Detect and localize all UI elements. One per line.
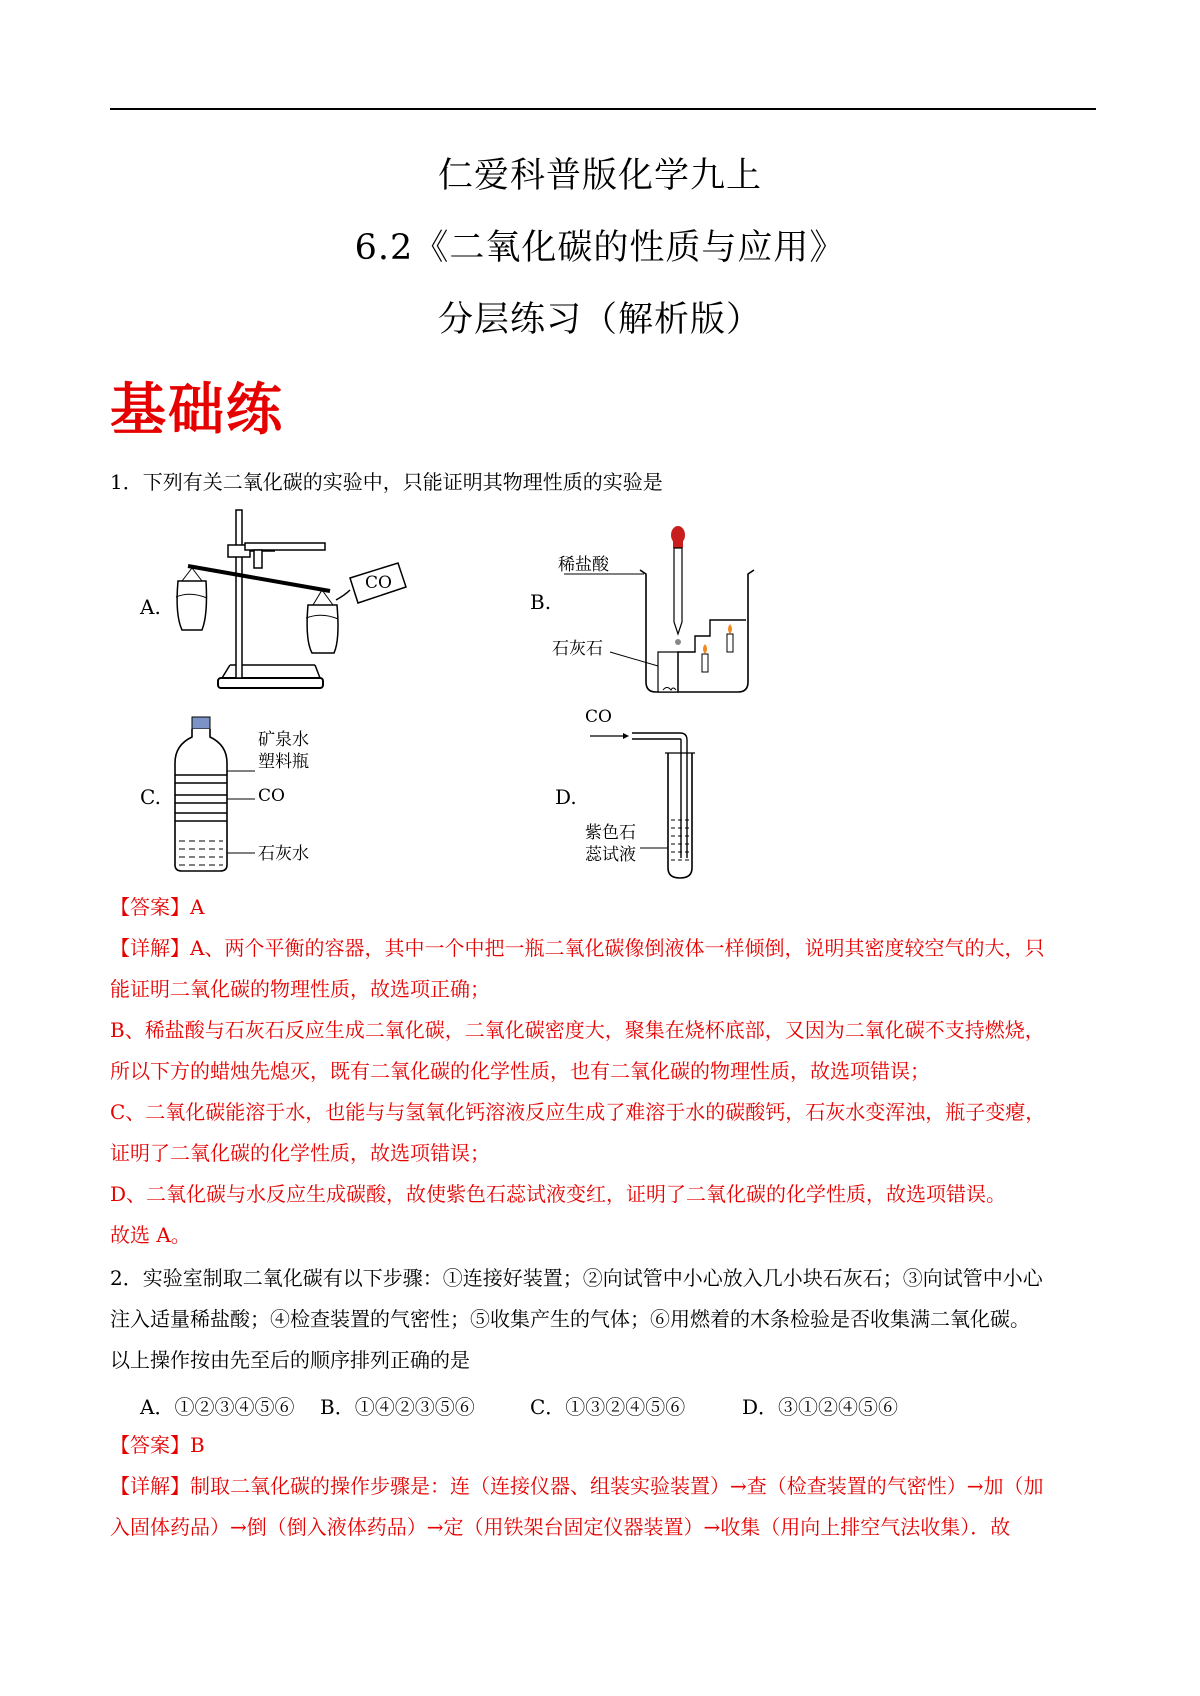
q1-explain-line: D、二氧化碳与水反应生成碳酸，故使紫色石蕊试液变红，证明了二氧化碳的化学性质，故选项错误。 bbox=[110, 1182, 1007, 1206]
q1-explain-line: 证明了二氧化碳的化学性质，故选项错误； bbox=[110, 1141, 490, 1165]
q1-explain-line: 【详解】A、两个平衡的容器，其中一个中把一瓶二氧化碳像倒液体一样倾倒，说明其密度较空气的大，只 bbox=[110, 936, 1045, 960]
figure-c-water-label: 石灰水 bbox=[258, 844, 309, 864]
q1-explain-line: 所以下方的蜡烛先熄灭，既有二氧化碳的化学性质，也有二氧化碳的物理性质，故选项错误； bbox=[110, 1059, 930, 1083]
q2-stem-line: 以上操作按由先至后的顺序排列正确的是 bbox=[110, 1348, 470, 1372]
figure-d-liquid-label-2: 蕊试液 bbox=[585, 845, 636, 865]
q1-option-d-label: D. bbox=[555, 785, 577, 809]
figure-b-stone-label: 石灰石 bbox=[552, 639, 603, 659]
figure-b-acid-label: 稀盐酸 bbox=[558, 555, 609, 575]
q1-explain-line: 能证明二氧化碳的物理性质，故选项正确； bbox=[110, 977, 490, 1001]
q2-choice-d: D．③①②④⑤⑥ bbox=[742, 1395, 899, 1419]
q2-explain-line: 【详解】制取二氧化碳的操作步骤是：连（连接仪器、组装实验装置）→查（检查装置的气密性）→加（加 bbox=[110, 1474, 1044, 1498]
q1-option-c-label: C. bbox=[140, 785, 161, 809]
figure-d-liquid-label-1: 紫色石 bbox=[585, 823, 636, 843]
figure-d-test-tube bbox=[585, 708, 720, 878]
q2-choice-b: B．①④②③⑤⑥ bbox=[320, 1395, 475, 1419]
q1-explain-line: C、二氧化碳能溶于水，也能与与氢氧化钙溶液反应生成了难溶于水的碳酸钙，石灰水变浑浊，瓶子变瘪， bbox=[110, 1100, 1046, 1124]
q1-option-a-label: A. bbox=[140, 595, 161, 619]
q1-answer: 【答案】A bbox=[110, 895, 205, 919]
q2-stem-line: 2．实验室制取二氧化碳有以下步骤：①连接好装置；②向试管中小心放入几小块石灰石；③向试管中小心 bbox=[110, 1266, 1043, 1290]
page-title-line2: 6.2《二氧化碳的性质与应用》 bbox=[354, 228, 846, 268]
q2-choice-c: C．①③②④⑤⑥ bbox=[530, 1395, 686, 1419]
figure-b-beaker bbox=[552, 522, 775, 702]
figure-c-bottle-label-1: 矿泉水 bbox=[258, 730, 309, 750]
q2-stem-line: 注入适量稀盐酸；④检查装置的气密性；⑤收集产生的气体；⑥用燃着的木条检验是否收集满二氧化碳。 bbox=[110, 1307, 1030, 1331]
header-rule bbox=[110, 108, 1096, 110]
q1-stem: 1．下列有关二氧化碳的实验中，只能证明其物理性质的实验是 bbox=[110, 470, 663, 494]
figure-c-bottle bbox=[170, 715, 350, 875]
figure-a-balance bbox=[170, 505, 420, 700]
figure-d-gas-label: CO bbox=[585, 707, 612, 727]
q2-choice-a: A．①②③④⑤⑥ bbox=[140, 1395, 295, 1419]
q1-explain-line: 故选 A。 bbox=[110, 1223, 191, 1247]
q1-option-b-label: B. bbox=[530, 590, 552, 614]
page-title-line1: 仁爱科普版化学九上 bbox=[437, 156, 762, 196]
q2-answer: 【答案】B bbox=[110, 1433, 205, 1457]
figure-a-co2-label: CO bbox=[365, 573, 392, 593]
q1-explain-line: B、稀盐酸与石灰石反应生成二氧化碳，二氧化碳密度大，聚集在烧杯底部，又因为二氧化碳不支持燃烧， bbox=[110, 1018, 1045, 1042]
page-title-line3: 分层练习（解析版） bbox=[437, 300, 762, 340]
figure-c-bottle-label-2: 塑料瓶 bbox=[258, 752, 309, 772]
section-title: 基础练 bbox=[110, 378, 284, 443]
figure-c-gas-label: CO bbox=[258, 786, 285, 806]
q2-explain-line: 入固体药品）→倒（倒入液体药品）→定（用铁架台固定仪器装置）→收集（用向上排空气法收集）．故 bbox=[110, 1515, 1011, 1539]
